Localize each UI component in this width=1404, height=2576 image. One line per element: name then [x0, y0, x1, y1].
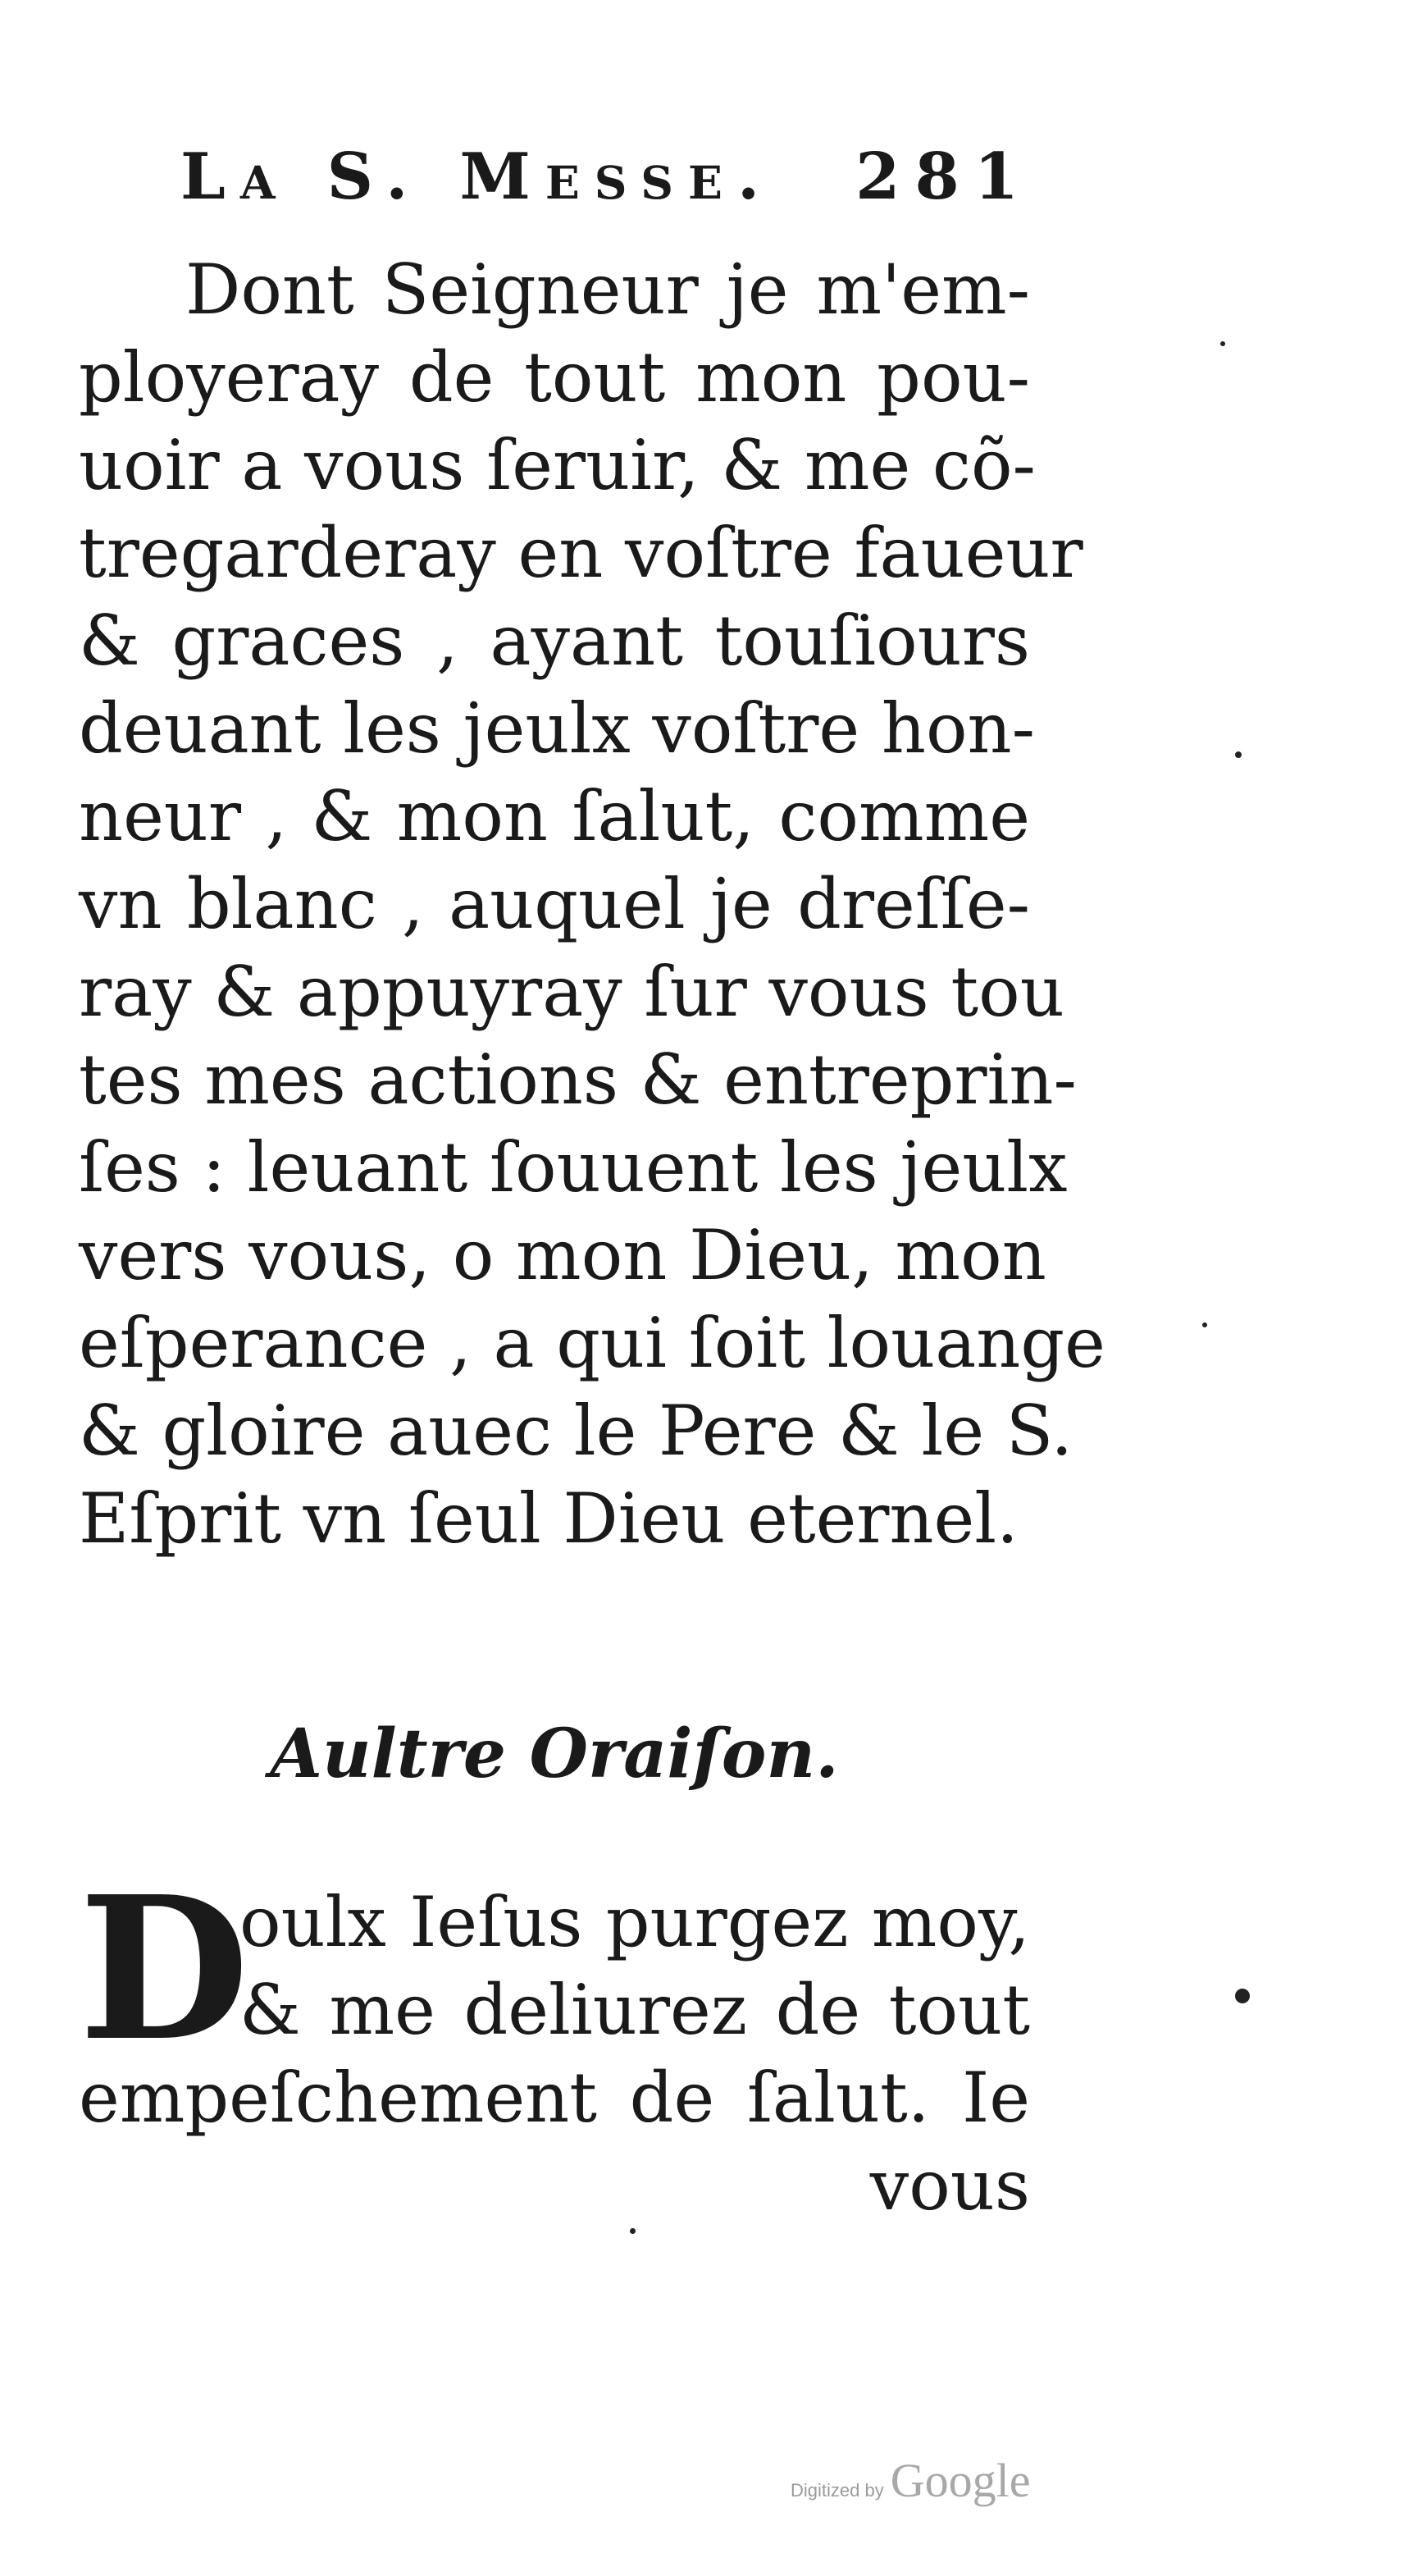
- ink-speck: [1220, 341, 1225, 346]
- ink-speck: [630, 2228, 636, 2234]
- text-line: ployeray de tout mon pou-: [79, 337, 1030, 418]
- text-line: deuant les jeulx voſtre hon-: [79, 688, 1035, 769]
- watermark-prefix: Digitized by: [791, 2480, 884, 2501]
- text-line: empeſchement de ſalut. Ie: [79, 2058, 1030, 2138]
- section-heading: Aultre Oraiſon.: [270, 1715, 839, 1793]
- watermark-brand: Google: [890, 2454, 1031, 2507]
- text-line: Eſprit vn ſeul Dieu eternel.: [79, 1478, 1019, 1559]
- running-head: [180, 139, 1033, 230]
- digitization-watermark: [791, 2453, 1030, 2508]
- drop-cap: D: [79, 1853, 250, 2085]
- text-line: & me deliurez de tout: [239, 1970, 1030, 2050]
- text-line: eſperance , a qui ſoit louange: [79, 1303, 1105, 1383]
- running-head-title: La S. Messe.: [180, 139, 775, 214]
- page-number: 281: [855, 139, 1033, 214]
- text-line: & graces , ayant touſiours: [79, 601, 1030, 681]
- text-line: vers vous, o mon Dieu, mon: [79, 1215, 1046, 1295]
- text-line: Dont Seigneur je m'em-: [185, 249, 1030, 330]
- ink-speck: [1235, 751, 1242, 758]
- text-line: & gloire auec le Pere & le S.: [79, 1391, 1074, 1471]
- text-line: tes mes actions & entreprin-: [79, 1039, 1077, 1120]
- text-line: oulx Ieſus purgez moy,: [239, 1882, 1030, 1962]
- text-line: uoir a vous ſeruir, & me cõ-: [79, 425, 1036, 505]
- text-line: vn blanc , auquel je dreſſe-: [79, 864, 1030, 944]
- body-paragraph: [79, 246, 1105, 1563]
- text-line: ſes : leuant ſouuent les jeulx: [79, 1127, 1068, 1208]
- text-line: neur , & mon ſalut, comme: [79, 776, 1030, 856]
- ink-speck: [1235, 1989, 1250, 2003]
- ink-speck: [1202, 1322, 1207, 1327]
- text-line: tregarderay en voſtre faueur: [79, 513, 1083, 593]
- catchword: vous: [869, 2145, 1030, 2226]
- oraison-paragraph: [79, 1853, 1030, 2230]
- text-line: ray & appuyray ſur vous tou: [79, 952, 1064, 1032]
